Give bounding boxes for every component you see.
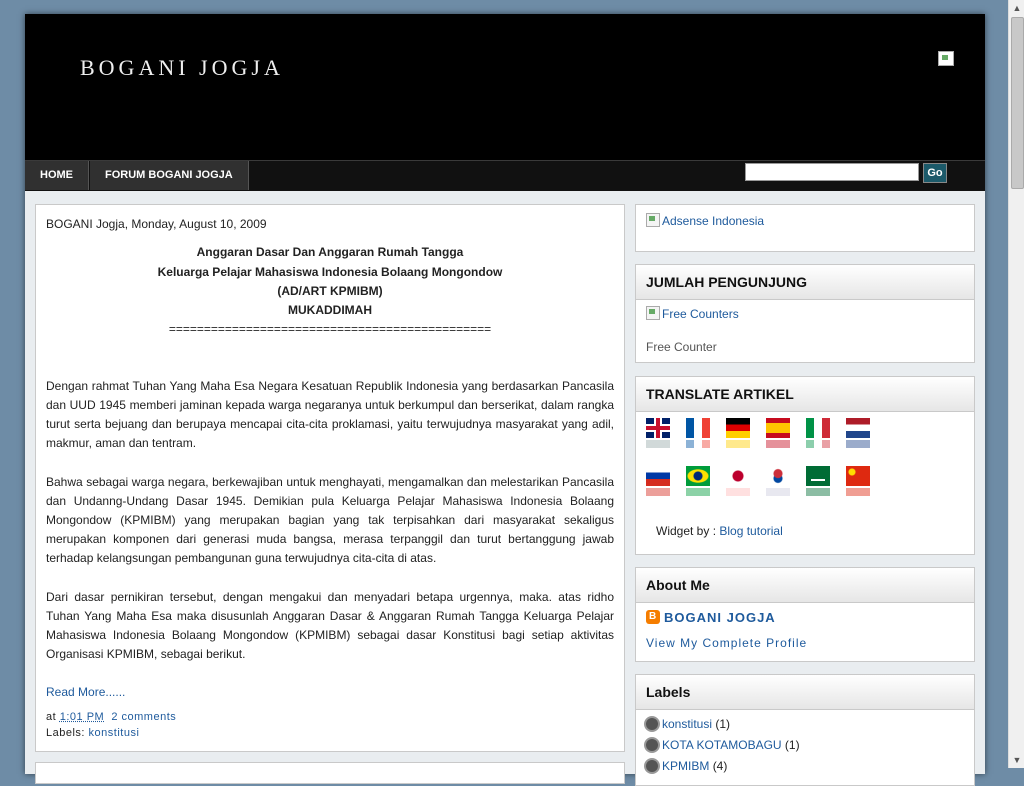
vertical-scrollbar[interactable] — [1008, 0, 1024, 768]
view-profile-link[interactable]: View My Complete Profile — [646, 636, 808, 650]
china-flag-icon[interactable] — [846, 466, 870, 486]
about-me-widget — [635, 567, 975, 662]
scrollbar-thumb[interactable] — [1011, 17, 1024, 189]
heading-line: Anggaran Dasar Dan Anggaran Rumah Tangga — [196, 245, 464, 260]
go-button[interactable]: Go — [923, 163, 947, 183]
label-bullet-icon — [646, 739, 658, 751]
post — [35, 204, 625, 752]
post-meta — [46, 709, 614, 741]
widget-title: JUMLAH PENGUNJUNG — [636, 265, 974, 300]
scroll-up-icon[interactable]: ▲ — [1012, 3, 1022, 13]
label-bullet-icon — [646, 760, 658, 772]
label-count: (1) — [784, 738, 800, 752]
post-date: BOGANI Jogja, Monday, August 10, 2009 — [46, 217, 267, 231]
page-container — [25, 14, 985, 774]
broken-image-icon — [646, 306, 660, 320]
label-link[interactable]: KOTA KOTAMOBAGU — [662, 738, 782, 752]
flag-grid — [646, 418, 964, 506]
adsense-link[interactable]: Adsense Indonesia — [662, 214, 765, 228]
brazil-flag-icon[interactable] — [686, 466, 710, 486]
spain-flag-icon[interactable] — [766, 418, 790, 438]
nav-forum[interactable]: FORUM BOGANI JOGJA — [90, 161, 249, 190]
label-count: (4) — [712, 759, 728, 773]
label-item — [646, 735, 964, 756]
russia-flag-icon[interactable] — [646, 466, 670, 486]
heading-line: (AD/ART KPMIBM) — [277, 283, 383, 298]
blog-header — [25, 14, 985, 160]
label-item — [646, 756, 964, 777]
saudi-flag-icon[interactable] — [806, 466, 830, 486]
widget-by-text: Widget by : — [656, 524, 717, 538]
label-item — [646, 714, 964, 735]
post-time-link[interactable]: 1:01 PM — [59, 710, 105, 723]
netherlands-flag-icon[interactable] — [846, 418, 870, 438]
labels-widget — [635, 674, 975, 786]
label-link[interactable]: KPMIBM — [662, 759, 710, 773]
nav-home[interactable]: HOME — [25, 161, 89, 190]
heading-line: Keluarga Pelajar Mahasiswa Indonesia Bolaang Mongondow — [157, 264, 503, 279]
widget-title: About Me — [636, 568, 974, 603]
adsense-widget — [635, 204, 975, 252]
paragraph: Dengan rahmat Tuhan Yang Maha Esa Negara Kesatuan Republik Indonesia yang berdasarkan Pancasila dan UUD 1945 memberi jaminan kepada warga negaranya untuk berkumpul dan berserikat, dalam rangka turut serta bejuang dan berupaya mencapai cita-cita proklamasi, yaitu terwujudnya masyarakat yang adil, makmur, aman dan tentram. — [46, 378, 614, 451]
widget-title: Labels — [636, 675, 974, 710]
japan-flag-icon[interactable] — [726, 466, 750, 486]
paragraph: Bahwa sebagai warga negara, berkewajiban untuk menghayati, mengamalkan dan melestarikan Pancasila dan Undanng-Undang Dasar 1945. Demikian pula Keluarga Pelajar Mahasiswa Indonesia Bolaang Mongondow (KPMIBM) yang merupakan bagian yang tak terpisahkan dari masyarakat sekaligus merupakan komponen dari generasi muda bangsa, merasa terpanggil dan turut bertanggung jawab terhadap kelangsungan pembangunan guna terwujudnya cita-cita di atas. — [46, 474, 614, 566]
blog-tutorial-link[interactable]: Blog tutorial — [719, 524, 783, 538]
broken-image-icon — [938, 51, 954, 66]
free-counter-text[interactable]: Free Counter — [646, 340, 717, 354]
scroll-down-icon[interactable]: ▼ — [1012, 755, 1022, 765]
labels-prefix: Labels: — [46, 726, 85, 739]
germany-flag-icon[interactable] — [726, 418, 750, 438]
translate-widget — [635, 376, 975, 555]
meta-at: at — [46, 710, 57, 723]
post-body — [46, 377, 614, 665]
korea-flag-icon[interactable] — [766, 466, 790, 486]
profile-name-link[interactable]: BOGANI JOGJA — [664, 610, 776, 625]
post-heading — [46, 243, 614, 339]
label-link[interactable]: konstitusi — [662, 717, 713, 731]
broken-image-icon — [646, 213, 660, 227]
uk-flag-icon[interactable] — [646, 418, 670, 438]
label-link[interactable]: konstitusi — [88, 726, 140, 739]
free-counters-link[interactable]: Free Counters — [662, 307, 739, 321]
blogger-icon — [646, 610, 660, 624]
comments-link[interactable]: 2 comments — [111, 710, 177, 723]
counter-widget — [635, 264, 975, 363]
italy-flag-icon[interactable] — [806, 418, 830, 438]
nav-bar — [25, 160, 985, 191]
label-count: (1) — [715, 717, 731, 731]
widget-title: TRANSLATE ARTIKEL — [636, 377, 974, 412]
paragraph: Dari dasar pernikiran tersebut, dengan mengakui dan menyadari betapa urgennya, maka. atas ridho Tuhan Yang Maha Esa maka disusunlah Anggaran Dasar & Anggaran Rumah Tangga Keluarga Pelajar Mahasiswa Indonesia Bolaang Mongondow (KPMIBM) sebagai dasar Konstitusi bagi setiap aktivitas Organisasi KPMIBM, sebagai berikut. — [46, 589, 614, 662]
blog-title[interactable]: BOGANI JOGJA — [80, 55, 284, 80]
label-bullet-icon — [646, 718, 658, 730]
france-flag-icon[interactable] — [686, 418, 710, 438]
heading-line: MUKADDIMAH — [288, 303, 372, 318]
heading-line: ============================================== — [168, 322, 492, 337]
search-input[interactable] — [745, 163, 919, 181]
read-more-link[interactable]: Read More...... — [46, 685, 126, 700]
next-post — [35, 762, 625, 784]
